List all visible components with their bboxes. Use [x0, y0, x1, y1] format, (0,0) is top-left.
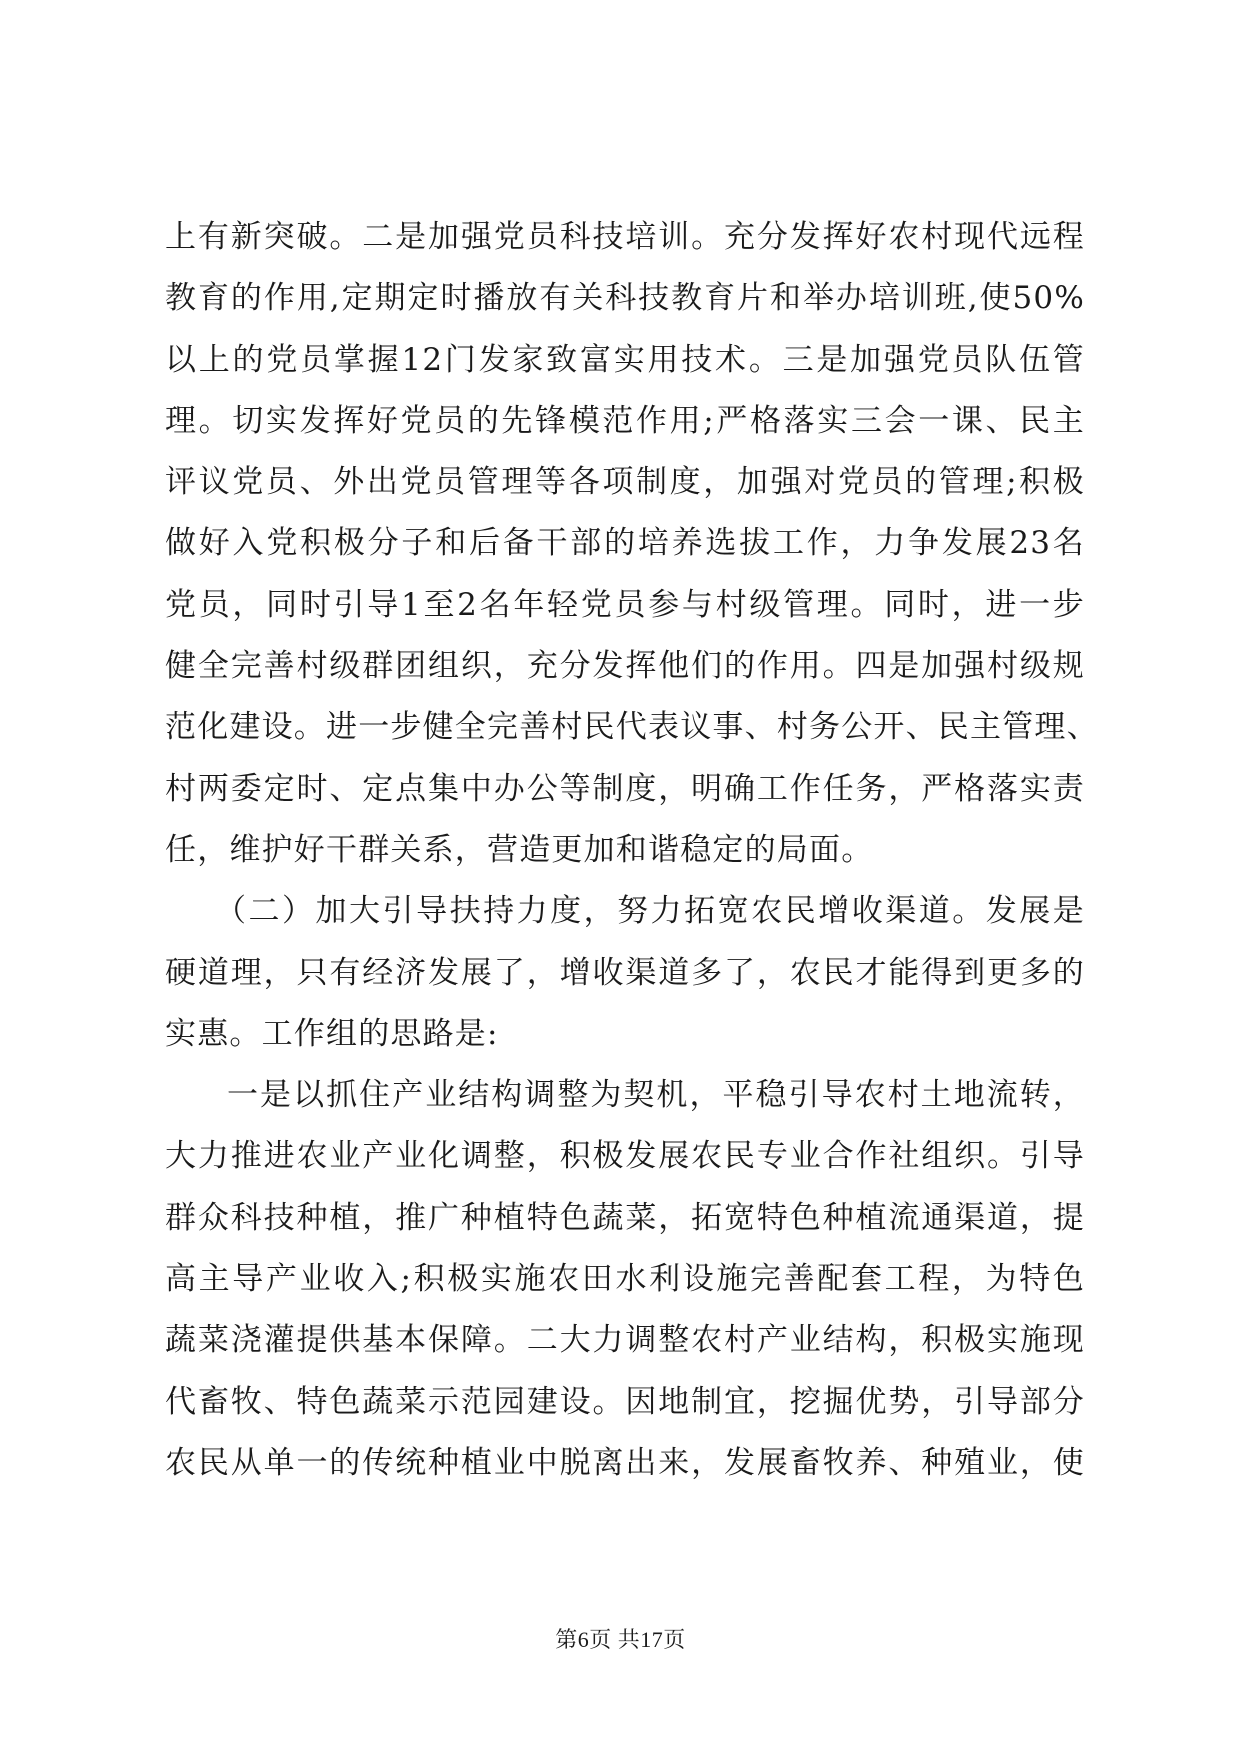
text-line: 代畜牧、特色蔬菜示范园建设。因地制宜，挖掘优势，引导部分 — [165, 1383, 1085, 1420]
text-line: 党员，同时引导1至2名年轻党员参与村级管理。同时，进一步 — [165, 586, 1085, 623]
text-line: 健全完善村级群团组织，充分发挥他们的作用。四是加强村级规 — [165, 648, 1085, 685]
document-body — [165, 207, 1099, 1494]
text-line: 任，维护好干群关系，营造更加和谐稳定的局面。 — [165, 831, 874, 868]
text-line: 村两委定时、定点集中办公等制度，明确工作任务，严格落实责 — [165, 770, 1085, 807]
text-line: 实惠。工作组的思路是: — [165, 1015, 499, 1052]
paragraph-start-line: （二）加大引导扶持力度，努力拓宽农民增收渠道。发展是 — [215, 893, 1085, 930]
text-line: 硬道理，只有经济发展了，增收渠道多了，农民才能得到更多的 — [165, 954, 1085, 991]
text-line: 上有新突破。二是加强党员科技培训。充分发挥好农村现代远程 — [165, 219, 1085, 255]
paragraph-start-line: 一是以抓住产业结构调整为契机，平稳引导农村土地流转， — [227, 1077, 1085, 1114]
text-line: 大力推进农业产业化调整，积极发展农民专业合作社组织。引导 — [165, 1138, 1085, 1175]
text-line: 做好入党积极分子和后备干部的培养选拔工作，力争发展23名 — [165, 525, 1085, 562]
text-line: 理。切实发挥好党员的先锋模范作用;严格落实三会一课、民主 — [165, 402, 1085, 439]
text-line: 群众科技种植，推广种植特色蔬菜，拓宽特色种植流通渠道，提 — [165, 1199, 1085, 1236]
text-line: 蔬菜浇灌提供基本保障。二大力调整农村产业结构，积极实施现 — [165, 1322, 1085, 1359]
text-line: 教育的作用,定期定时播放有关科技教育片和举办培训班,使50% — [165, 280, 1085, 317]
text-line: 以上的党员掌握12门发家致富实用技术。三是加强党员队伍管 — [165, 341, 1085, 378]
text-line: 高主导产业收入;积极实施农田水利设施完善配套工程，为特色 — [165, 1261, 1085, 1298]
text-line: 评议党员、外出党员管理等各项制度，加强对党员的管理;积极 — [165, 464, 1085, 501]
text-line: 范化建设。进一步健全完善村民代表议事、村务公开、民主管理、 — [165, 709, 1099, 746]
text-line: 农民从单一的传统种植业中脱离出来，发展畜牧养、种殖业，使 — [165, 1444, 1085, 1481]
page-footer: 第6页 共17页 — [555, 1627, 686, 1652]
